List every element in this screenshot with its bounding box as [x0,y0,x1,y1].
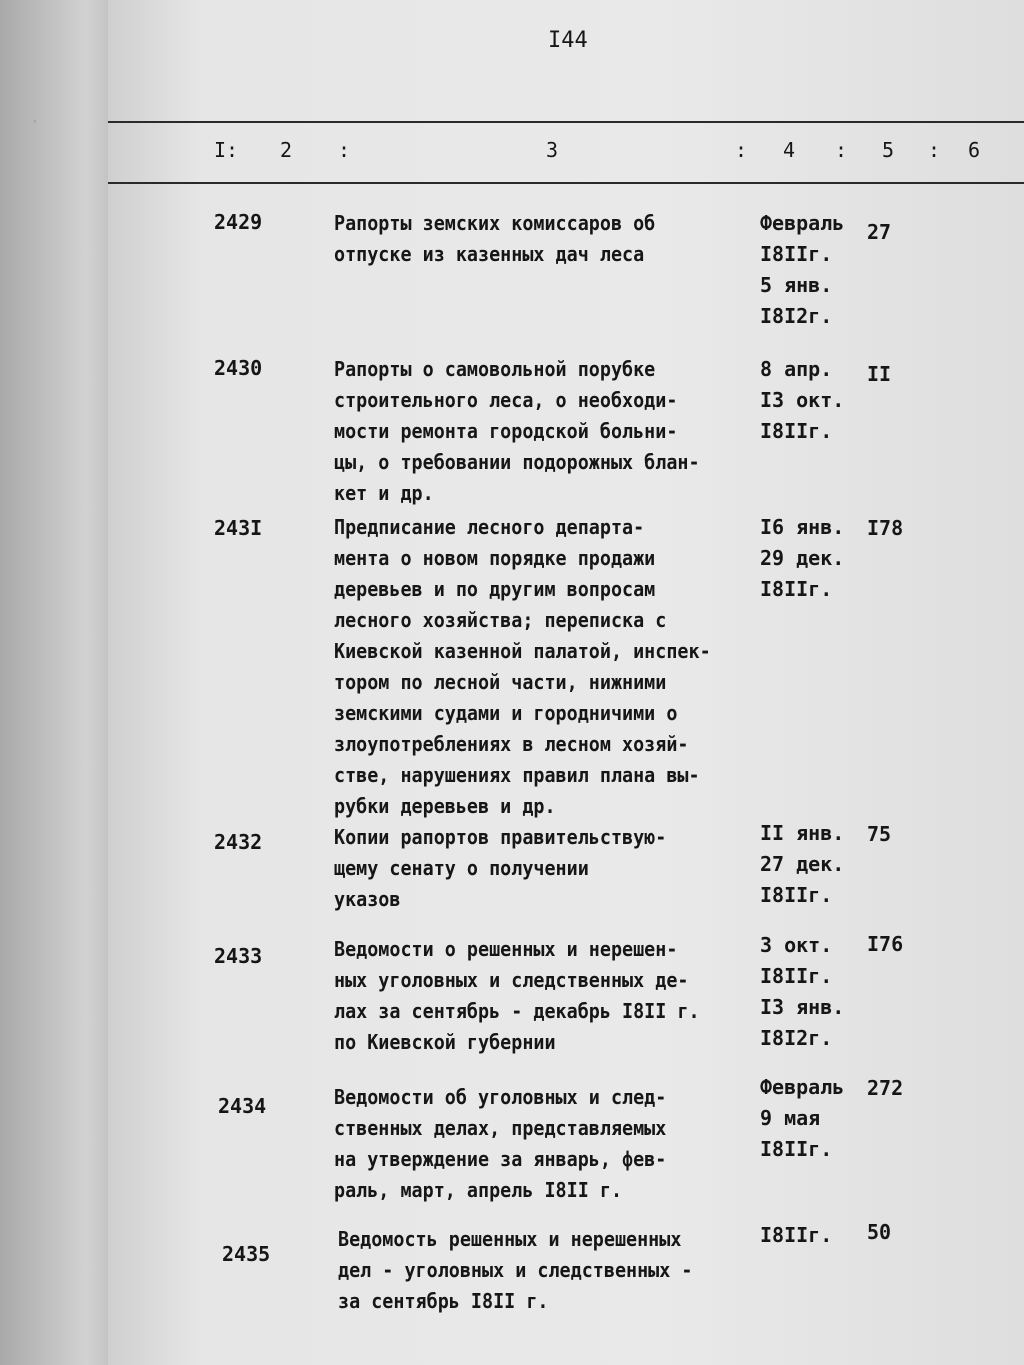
facing-page-edge [0,0,108,1365]
entry-dates: Февраль 9 мая I8IIг. [760,1075,845,1161]
entry-description: Рапорты о самовольной порубке строительного леса, о необходи- мости ремонта городской больни- цы, о требовании подорожных блан- кет и др. [334,357,700,505]
header-col-4: 4 [783,138,796,162]
entry-sheet-count: II [867,362,892,386]
header-separator: : [928,138,941,162]
entry-number: 2433 [214,944,263,968]
entry-description: Ведомости о решенных и нерешен- ных уголовных и следственных де- лах за сентябрь - декабрь I8II г. по Киевской губернии [334,937,700,1054]
entry-dates: II янв. 27 дек. I8IIг. [760,821,845,907]
entry-description: Копии рапортов правительствую- щему сенату о получении указов [334,825,667,911]
header-bottom-rule [108,182,1024,184]
entry-number: 2435 [222,1242,271,1266]
header-separator: : [338,138,351,162]
entry-sheet-count: 75 [867,822,892,846]
entry-description: Ведомости об уголовных и след- ственных делах, представляемых на утверждение за январь, фев- раль, март, апрель I8II г. [334,1085,667,1202]
entry-description: Предписание лесного департа- мента о новом порядке продажи деревьев и по другим вопросам лесного хозяйства; переписка с Киевской казенной палатой, инспек- тором по лесной части, нижними земскими судами и городничими о злоупотреблениях в лесном хозяй- стве, нарушениях правил плана вы- рубки деревьев и др. [334,515,711,818]
header-col-6: 6 [968,138,981,162]
bleed-through-mark: · [30,112,40,131]
header-col-2: 2 [280,138,293,162]
header-col-3: 3 [546,138,559,162]
header-separator: : [735,138,748,162]
entry-number: 2432 [214,830,263,854]
page-number: I44 [548,28,588,53]
entry-description: Рапорты земских комиссаров об отпуске из казенных дач леса [334,211,656,266]
entry-dates: 3 окт. I8IIг. I3 янв. I8I2г. [760,933,845,1050]
header-col-5: 5 [882,138,895,162]
header-col-1: I: [214,138,239,162]
entry-sheet-count: 50 [867,1220,892,1244]
entry-sheet-count: I76 [867,932,904,956]
entry-sheet-count: 27 [867,220,892,244]
entry-dates: 8 апр. I3 окт. I8IIг. [760,357,845,443]
header-top-rule [108,121,1024,123]
entry-sheet-count: 272 [867,1076,904,1100]
entry-number: 2434 [218,1094,267,1118]
entry-description: Ведомость решенных и нерешенных дел - уголовных и следственных - за сентябрь I8II г. [338,1227,693,1313]
entry-dates: Февраль I8IIг. 5 янв. I8I2г. [760,211,845,328]
header-separator: : [835,138,848,162]
entry-dates: I8IIг. [760,1223,833,1247]
entry-dates: I6 янв. 29 дек. I8IIг. [760,515,845,601]
entry-number: 2430 [214,356,263,380]
entry-number: 243I [214,516,263,540]
entry-sheet-count: I78 [867,516,904,540]
entry-number: 2429 [214,210,263,234]
